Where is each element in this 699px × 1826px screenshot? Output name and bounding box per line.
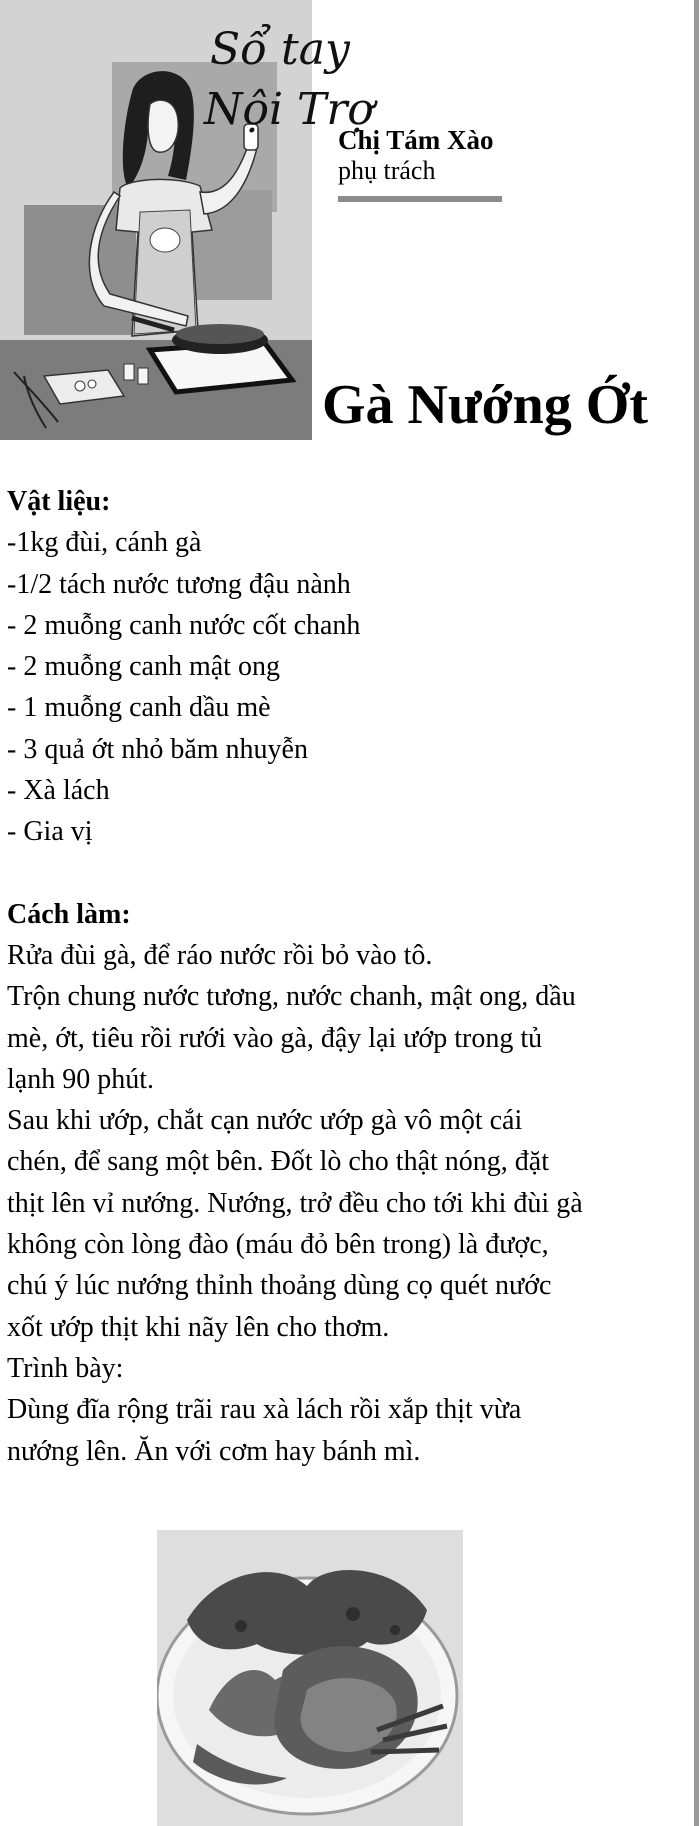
ingredient-item: -1kg đùi, cánh gà — [7, 527, 202, 559]
ingredient-item: - 1 muỗng canh dầu mè — [7, 692, 271, 724]
method-line: Rửa đùi gà, để ráo nước rồi bỏ vào tô. — [7, 939, 433, 971]
ingredients-heading: Vật liệu: — [7, 486, 111, 517]
dish-photo — [157, 1530, 463, 1826]
method-line: không còn lòng đào (máu đỏ bên trong) là được, — [7, 1229, 549, 1261]
method-line: thịt lên vỉ nướng. Nướng, trở đều cho tới khi đùi gà — [7, 1187, 583, 1219]
byline-underline — [338, 196, 502, 202]
method-line: chén, để sang một bên. Đốt lò cho thật nóng, đặt — [7, 1146, 549, 1178]
method-line: xốt ướp thịt khi nãy lên cho thơm. — [7, 1311, 390, 1343]
right-border-rule — [694, 0, 699, 1826]
ingredient-item: -1/2 tách nước tương đậu nành — [7, 568, 351, 600]
ingredient-item: - 2 muỗng canh nước cốt chanh — [7, 609, 361, 641]
ingredient-item: - 2 muỗng canh mật ong — [7, 651, 280, 683]
author-role: phụ trách — [338, 156, 436, 185]
column-title-lettering — [200, 12, 440, 142]
method-line: Trộn chung nước tương, nước chanh, mật ong, dầu — [7, 981, 576, 1013]
method-line: mè, ớt, tiêu rồi rưới vào gà, đậy lại ướp trong tủ — [7, 1022, 543, 1054]
method-line: Trình bày: — [7, 1352, 124, 1384]
column-title-line-1: Sổ tay — [210, 24, 350, 75]
method-line: lạnh 90 phút. — [7, 1063, 154, 1095]
author-name: Chị Tám Xào — [338, 125, 494, 155]
section-gap — [7, 853, 692, 894]
method-line: chú ý lúc nướng thỉnh thoảng dùng cọ quét nước — [7, 1270, 552, 1302]
ingredient-item: - Gia vị — [7, 816, 93, 848]
method-heading: Cách làm: — [7, 898, 131, 930]
method-line: Sau khi ướp, chắt cạn nước ướp gà vô một cái — [7, 1105, 523, 1137]
recipe-body — [7, 481, 692, 1472]
method-text — [7, 935, 692, 1472]
ingredient-item: - 3 quả ớt nhỏ băm nhuyễn — [7, 733, 308, 765]
byline — [338, 124, 494, 186]
method-line: nướng lên. Ăn với cơm hay bánh mì. — [7, 1435, 421, 1467]
ingredient-item: - Xà lách — [7, 775, 110, 807]
ingredients-list — [7, 522, 692, 852]
column-title-line-2: Nội Trợ — [204, 84, 374, 135]
method-line: Dùng đĩa rộng trãi rau xà lách rồi xắp thịt vừa — [7, 1394, 522, 1426]
recipe-title: Gà Nướng Ớt — [322, 374, 648, 436]
